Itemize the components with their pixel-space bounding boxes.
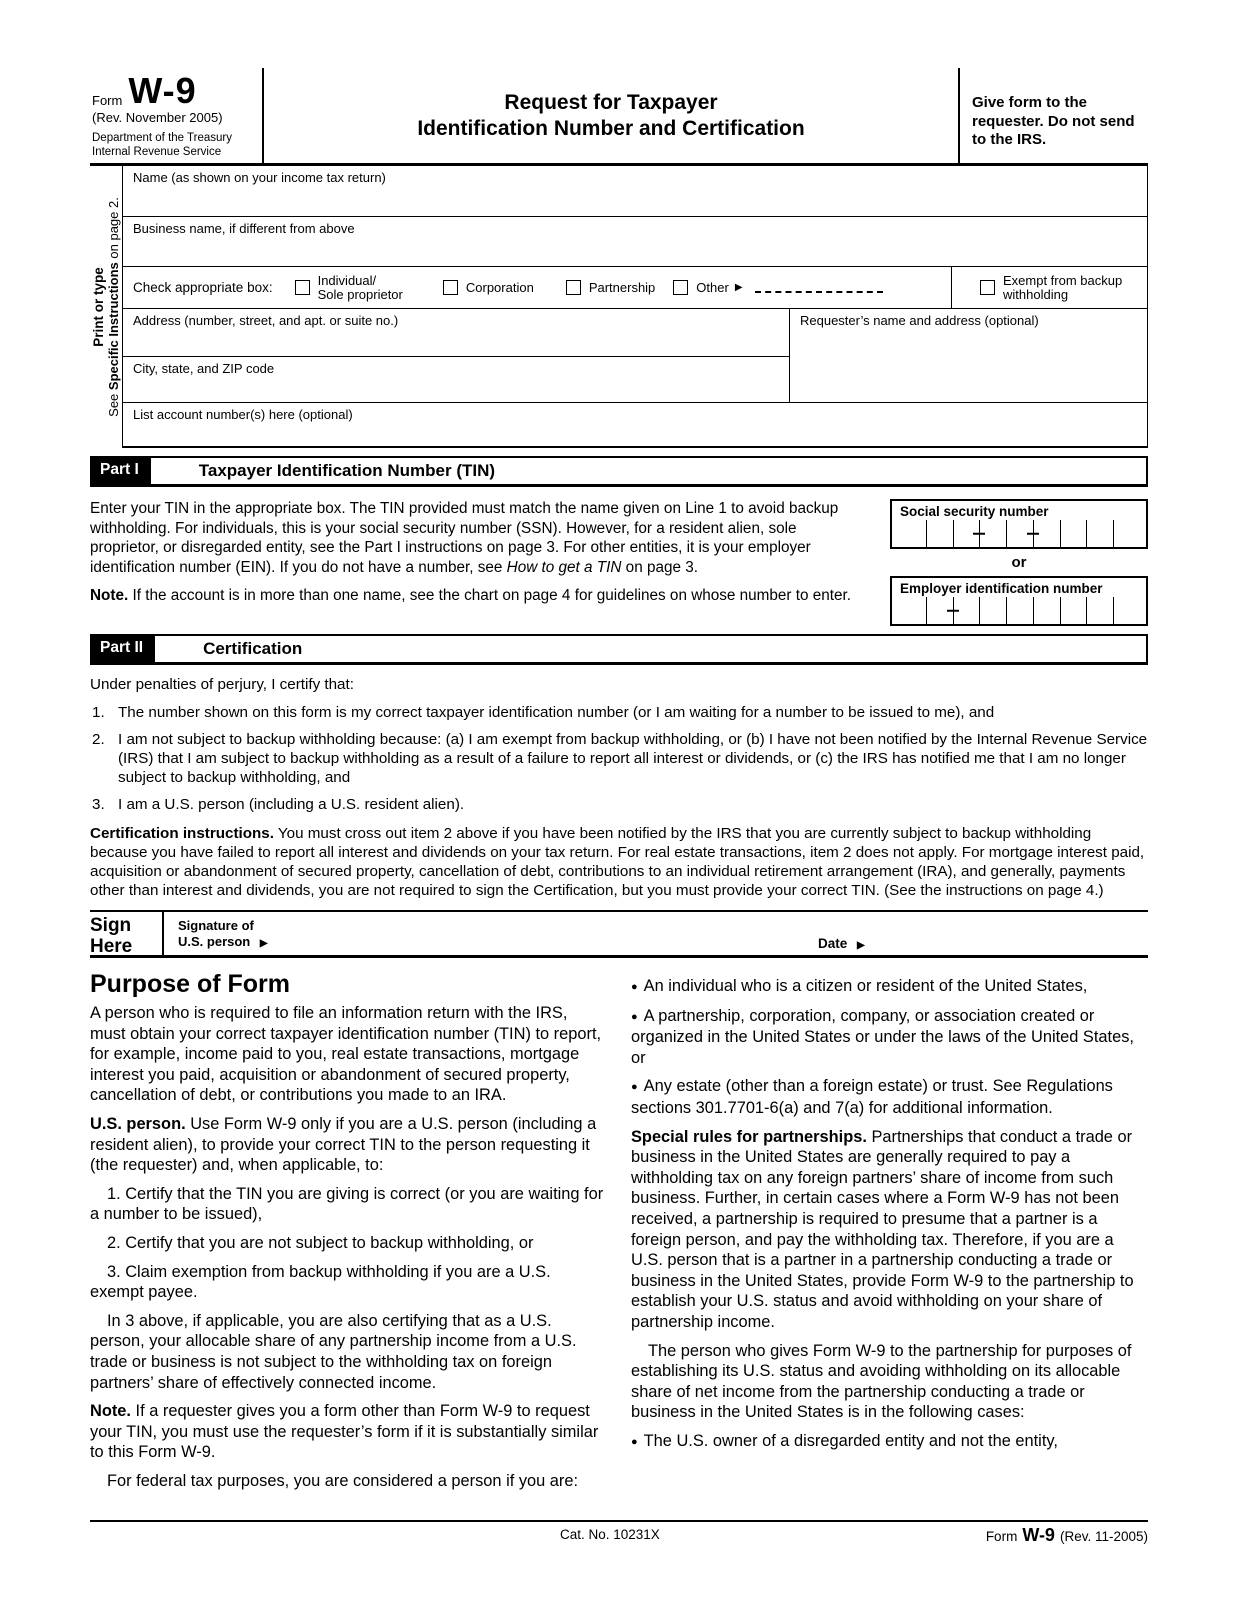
other-arrow-icon: ▶ [734,282,743,293]
part1-body [90,499,1148,626]
bullet-individual: ● An individual who is a citizen or resident of the United States, [631,977,1088,995]
other-label: Other [696,279,729,295]
account-field-label: List account number(s) here (optional) [133,407,353,422]
bullet-partnership: ● A partnership, corporation, company, or association created or organized in the United States or under the laws of the United States, or [631,1006,1134,1067]
form-id-block [90,68,262,163]
ein-cells[interactable] [900,597,1140,624]
part2-title: Certification [203,639,303,658]
see-specific-instructions-label: See Specific Instructions on page 2. [106,197,121,417]
catalog-number: Cat. No. 10231X [560,1527,660,1542]
ssn-cells[interactable] [900,520,1140,547]
form-title-block [262,68,960,163]
part2-label: Part II [92,636,155,662]
exempt-cell [951,267,1147,308]
form-word: Form [92,93,123,108]
individual-label: Individual/ Sole proprietor [317,272,403,302]
part2-header-bar [90,634,1148,665]
service-line: Internal Revenue Service [92,145,222,158]
entry-fields [91,166,1148,448]
part1-instructions: Enter your TIN in the appropriate box. The TIN provided must match the name given on Line 1 to avoid backup withholding. For individuals, this is your social security number (SSN). However, for a resident alien, sole proprietor, or disregarded entity, see the Part I instructions on page 3. For other entities, it is your employer identification number (EIN). If you do not have a number, see How to get a TIN on page 3. [90,500,839,576]
give-to-requester-text: Give form to the requester. Do not send to the IRS. [972,94,1135,148]
person-gives-paragraph: The person who gives Form W-9 to the partnership for purposes of establishing its U.S. status and avoiding withholding on its allocable share of net income from the partnership conducting a trade or business in the United States is in the following cases: [631,1341,1132,1422]
part1-header-bar [90,456,1148,487]
business-name-field[interactable] [123,217,1147,267]
exempt-label: Exempt from backup withholding [1003,272,1123,302]
give-to-requester-box [960,68,1148,163]
business-name-field-label: Business name, if different from above [133,221,355,236]
address-field[interactable] [123,309,789,357]
ssn-label: Social security number [900,504,1049,519]
signature-label: Signature of U.S. person ▶ [178,918,268,949]
form-number: W-9 [128,70,197,111]
date-input-area[interactable] [865,936,1148,955]
instructions-columns [90,970,1148,1499]
date-arrow-icon: ▶ [857,940,865,951]
address-field-label: Address (number, street, and apt. or suite no.) [133,313,399,328]
purpose-of-form-heading: Purpose of Form [90,970,291,998]
certification-item-2: 2. I am not subject to backup withholding because: (a) I am exempt from backup withholding, or (b) I have not been notified by the Internal Revenue Service (IRS) that I am subject to backup withholding as a result of a failure to report all interest or dividends, or (c) the IRS has notified me that I am no longer subject to backup withholding, and [92,731,1148,786]
sign-here-section [90,910,1148,958]
purpose-paragraph-3: In 3 above, if applicable, you are also certifying that as a U.S. person, your allocable share of any partnership income from a U.S. trade or business is not subject to the withholding tax on foreign partners’ share of effectively connected income. [90,1311,577,1392]
part1-title: Taxpayer Identification Number (TIN) [198,461,496,480]
purpose-list-item-3: 3. Claim exemption from backup withholding if you are a U.S. exempt payee. [90,1262,551,1302]
part1-label: Part I [92,458,151,484]
footer-form-number: W-9 [1022,1525,1055,1545]
bullet-icon: ● [631,1435,638,1448]
checkbox-corporation[interactable] [443,280,458,295]
bullet-icon: ● [631,1010,638,1023]
name-field[interactable] [123,166,1147,217]
other-entry-line[interactable] [755,291,883,293]
form-title-line1: Request for Taxpayer [504,90,718,114]
name-field-label: Name (as shown on your income tax return) [133,170,386,185]
us-person-paragraph: U.S. person. Use Form W-9 only if you are a U.S. person (including a resident alien), to provide your correct TIN to the person requesting it (the requester) and, when applicable, to: [90,1114,597,1175]
check-appropriate-box-label: Check appropriate box: [133,280,273,295]
city-state-zip-field[interactable] [123,357,789,402]
checkbox-exempt-backup-withholding[interactable] [980,280,995,295]
special-rules-paragraph: Special rules for partnerships. Partnerships that conduct a trade or business in the United States are generally required to pay a withholding tax on any foreign partners’ share of income from such business. Further, in certain cases where a Form W-9 has not been received, a partnership is required to presume that a partner is a foreign person, and pay the withholding tax. Therefore, if you are a U.S. person that is a partner in a partnership conducting a trade or business in the United States, provide Form W-9 to the partnership to establish your U.S. status and avoid withholding on your share of partnership income. [631,1127,1134,1331]
city-field-label: City, state, and ZIP code [133,361,275,376]
requester-field-label: Requester’s name and address (optional) [800,313,1039,328]
print-or-type-label: Print or type [91,267,106,347]
account-numbers-field[interactable] [123,403,1147,446]
checkbox-other[interactable] [673,280,688,295]
department-line: Department of the Treasury [92,132,232,144]
left-column [90,970,607,1499]
purpose-list-item-1: 1. Certify that the TIN you are giving is correct (or you are waiting for a number to be issued), [90,1184,604,1224]
ssn-input-box[interactable] [890,499,1148,549]
right-column [631,970,1148,1499]
sidebar-instructions [90,166,122,448]
bullet-icon: ● [631,1081,638,1094]
certification-item-3: 3. I am a U.S. person (including a U.S. resident alien). [92,796,465,813]
note-paragraph: Note. If a requester gives you a form other than Form W-9 to request your TIN, you must use the requester’s form if it is substantially similar to this Form W-9. [90,1402,599,1462]
page-footer [90,1520,1148,1546]
sign-here-label: Sign Here [90,915,133,957]
bullet-estate: ● Any estate (other than a foreign estate) or trust. See Regulations sections 301.7701-6(a) and 7(a) for additional information. [631,1077,1113,1117]
ein-input-box[interactable] [890,576,1148,626]
checkbox-partnership[interactable] [566,280,581,295]
purpose-paragraph-4: For federal tax purposes, you are considered a person if you are: [107,1471,579,1490]
checkbox-individual[interactable] [295,280,310,295]
footer-form-word: Form [985,1529,1018,1544]
bullet-disregarded-entity: ● The U.S. owner of a disregarded entity and not the entity, [631,1431,1058,1450]
form-title-line2: Identification Number and Certification [417,116,805,140]
entity-type-row [123,267,1147,309]
purpose-paragraph-1: A person who is required to file an information return with the IRS, must obtain your correct taxpayer identification number (TIN) to report, for example, income paid to you, real estate transactions, mortgage interest you paid, acquisition or abandonment of secured property, cancellation of debt, or contributions you made to an IRA. [90,1004,602,1105]
signature-arrow-icon: ▶ [259,938,268,949]
corporation-label: Corporation [465,279,534,295]
partnership-label: Partnership [588,279,656,295]
signature-input-area[interactable] [292,912,818,955]
certification-intro: Under penalties of perjury, I certify that: [90,676,354,693]
bullet-icon: ● [631,981,638,993]
date-label: Date ▶ [818,936,865,951]
purpose-list-item-2: 2. Certify that you are not subject to backup withholding, or [107,1233,534,1252]
ein-label: Employer identification number [900,581,1103,596]
form-revision: (Rev. November 2005) [92,110,223,125]
requester-name-address-field[interactable] [789,309,1147,402]
certification-instructions: Certification instructions. You must cross out item 2 above if you have been notified by the IRS that you are currently subject to backup withholding because you have failed to report all interest and dividends on your tax return. For real estate transactions, item 2 does not apply. For mortgage interest paid, acquisition or abandonment of secured property, cancellation of debt, contributions to an individual retirement arrangement (IRA), and generally, payments other than interest and dividends, you are not required to sign the Certification, but you must provide your correct TIN. (See the instructions on page 4.) [90,825,1145,899]
part2-body [90,675,1148,900]
address-requester-grid [123,309,1147,403]
form-header [90,68,1148,163]
or-text: or [1011,554,1027,571]
footer-revision: (Rev. 11-2005) [1059,1529,1148,1544]
part1-note: Note. If the account is in more than one name, see the chart on page 4 for guidelines on whose number to enter. [90,587,852,604]
certification-item-1: 1. The number shown on this form is my correct taxpayer identification number (or I am waiting for a number to be issued to me), and [92,704,995,721]
